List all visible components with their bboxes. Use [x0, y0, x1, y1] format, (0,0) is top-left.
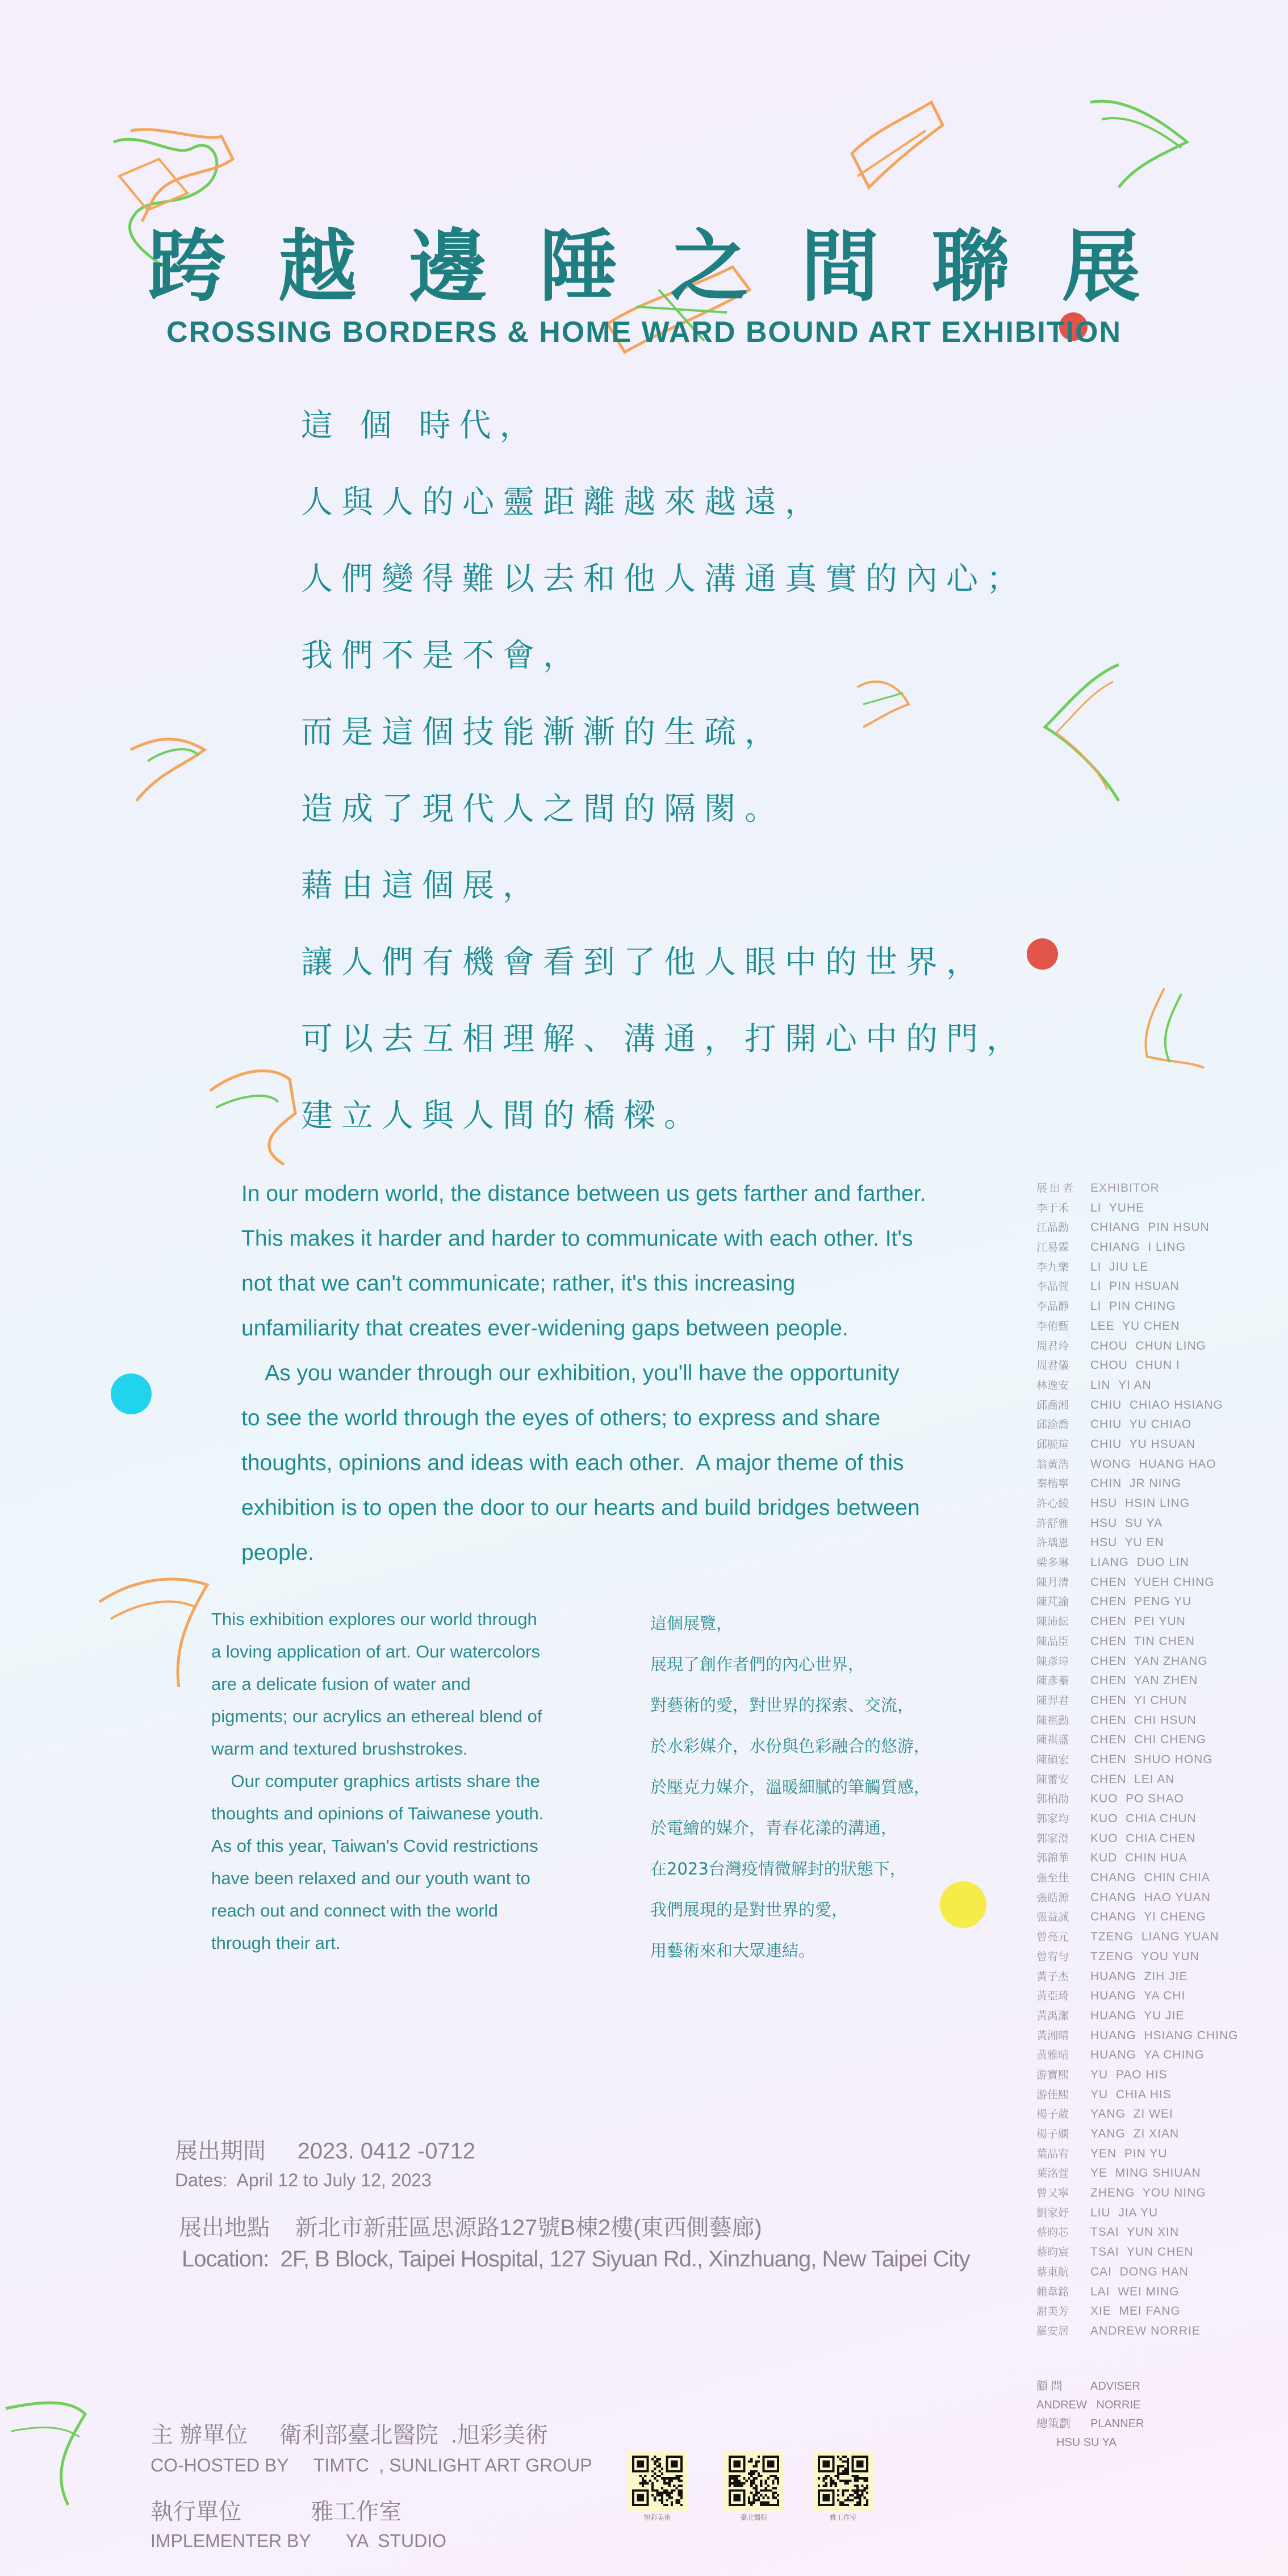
exhibitor-name-en: HUANG ZIH JIE [1090, 1969, 1188, 1983]
exhibitor-row [1036, 1730, 1286, 1750]
exhibitor-row [1036, 1809, 1286, 1828]
exhibitor-name-en: ANDREW NORRIE [1090, 2324, 1201, 2337]
exhibitor-row [1036, 1947, 1286, 1967]
qr-code-3[interactable] [813, 2451, 873, 2522]
exhibitor-name-en: HUANG YA CHI [1090, 1989, 1186, 2003]
poem-line: 讓人們有機會看到了他人眼中的世界， [301, 944, 986, 981]
exhibitor-name-en: CHEN YUEH CHING [1090, 1575, 1215, 1589]
exhibitor-row [1036, 2262, 1286, 2282]
poem-line: 建立人與人間的橋樑。 [301, 1097, 704, 1134]
intro-line: As you wander through our exhibition, you'll have the opportunity [241, 1361, 900, 1385]
exhibitor-row [1036, 1198, 1286, 1218]
qr-code-label: 旭彩美術 [643, 2514, 671, 2521]
description-line: pigments; our acrylics an ethereal blend of [211, 1706, 542, 1726]
exhibitor-name-en: HUANG YA CHING [1090, 2048, 1205, 2062]
poem-line: 我們不是不會， [301, 637, 583, 674]
description-line: are a delicate fusion of water and [211, 1674, 471, 1694]
exhibitor-name-zh: 陳碩宏 [1036, 1753, 1069, 1766]
exhibitor-name-en: KUO PO SHAO [1090, 1792, 1184, 1806]
exhibitor-name-zh: 劉家妤 [1036, 2206, 1069, 2219]
exhibitor-name-en: HUANG HSIANG CHING [1090, 2028, 1239, 2042]
exhibitor-name-en: XIE MEI FANG [1090, 2304, 1181, 2318]
exhibitor-row [1036, 1533, 1286, 1552]
exhibitor-row [1036, 1395, 1286, 1415]
exhibitor-name-zh: 林逸安 [1036, 1379, 1069, 1392]
poem-block [301, 398, 1153, 1164]
exhibitor-row [1036, 1750, 1286, 1769]
exhibitor-name-en: CHANG HAO YUAN [1090, 1890, 1211, 1904]
qr-code-1[interactable] [628, 2451, 687, 2522]
description-zh-line: 於電繪的媒介，青春花漾的溝通， [650, 1818, 898, 1838]
exhibitor-name-zh: 邱喬湘 [1036, 1398, 1069, 1412]
exhibitor-row [1036, 1848, 1286, 1868]
exhibitor-name-zh: 陳沛紜 [1036, 1615, 1069, 1629]
exhibitor-name-zh: 楊子葳 [1036, 2108, 1069, 2121]
exhibitor-name-en: LEE YU CHEN [1090, 1319, 1180, 1333]
location-zh: 展出地點 新北市新莊區思源路127號B棟2樓(東西側藝廊) [179, 2215, 762, 2240]
exhibitor-name-zh: 郭家均 [1036, 1813, 1069, 1825]
qr-code-icon [818, 2456, 868, 2506]
description-zh-line: 展現了創作者們的內心世界， [650, 1655, 865, 1674]
exhibitor-name-zh: 梁多琳 [1036, 1556, 1069, 1569]
exhibitor-name-en: CHEN PENG YU [1090, 1595, 1192, 1609]
exhibitor-name-en: CHEN YAN ZHEN [1090, 1674, 1198, 1688]
exhibitor-row [1036, 1927, 1286, 1947]
poem-line: 可以去互相理解、溝通，打開心中的門， [301, 1021, 1027, 1058]
exhibitor-name-en: KUD CHIN HUA [1090, 1851, 1187, 1865]
exhibitor-row [1036, 1355, 1286, 1375]
exhibitor-name-zh: 羅安居 [1036, 2324, 1069, 2337]
exhibitor-name-zh: 許舒雅 [1036, 1517, 1069, 1530]
exhibitor-name-zh: 許瑀恩 [1036, 1537, 1069, 1550]
exhibitor-row [1036, 1671, 1286, 1690]
exhibitor-name-zh: 賴韋銘 [1036, 2285, 1069, 2298]
description-english [211, 1603, 586, 1959]
exhibitor-header-zh: 展出者 [1036, 1182, 1076, 1195]
exhibitor-row [1036, 2085, 1286, 2105]
poem-line: 人與人的心靈距離越來越遠， [301, 484, 825, 521]
cyan-dot-decoration [111, 1373, 152, 1414]
exhibitor-name-zh: 李品靜 [1036, 1300, 1069, 1313]
exhibitor-name-en: HSU HSIN LING [1090, 1497, 1190, 1510]
intro-line: people. [241, 1540, 314, 1565]
exhibitor-name-zh: 邱毓瑄 [1036, 1438, 1069, 1451]
exhibitor-name-zh: 陳芃諭 [1036, 1596, 1069, 1609]
description-line: Our computer graphics artists share the [211, 1771, 540, 1791]
exhibitor-name-en: CHOU CHUN I [1090, 1359, 1180, 1372]
intro-line: not that we can't communicate; rather, it's this increasing [241, 1271, 796, 1296]
exhibitor-row [1036, 2045, 1286, 2065]
exhibitor-row [1036, 2026, 1286, 2045]
exhibitor-name-zh: 郭柏劭 [1036, 1793, 1069, 1806]
exhibitor-name-en: LI YUHE [1090, 1201, 1145, 1214]
exhibitor-name-en: YU PAO HIS [1090, 2068, 1168, 2081]
implementer-en: IMPLEMENTER BY YA STUDIO [150, 2531, 447, 2551]
exhibitor-row [1036, 1690, 1286, 1710]
exhibitor-name-zh: 陳羿君 [1036, 1694, 1069, 1707]
page-title-zh: 跨越邊陲之間聯展 [147, 220, 1193, 312]
exhibitor-row [1036, 1828, 1286, 1848]
exhibitor-row [1036, 1868, 1286, 1888]
exhibitor-name-zh: 秦楷寧 [1036, 1477, 1069, 1491]
host-zh: 主 辦單位 衛利部臺北醫院 .旭彩美術 [150, 2423, 549, 2448]
qr-code-icon [729, 2456, 779, 2506]
exhibitor-row [1036, 2144, 1286, 2164]
exhibitor-name-en: YANG ZI WEI [1090, 2107, 1173, 2121]
exhibitor-name-zh: 張至佳 [1036, 1872, 1069, 1885]
ribbon-decoration-top-center-right [846, 97, 948, 210]
exhibitor-name-en: CHANG YI CHENG [1090, 1910, 1206, 1924]
exhibitor-name-zh: 游寶熙 [1036, 2068, 1069, 2081]
exhibitor-name-zh: 游佳熙 [1036, 2088, 1069, 2101]
exhibitor-name-zh: 陳祺盛 [1036, 1734, 1069, 1747]
adviser-name: ANDREW NORRIE [1036, 2399, 1141, 2411]
exhibitor-header [1036, 1178, 1286, 1198]
intro-line: unfamiliarity that creates ever-widening gaps between people. [241, 1316, 848, 1341]
adviser-label-zh: 顧 問 [1036, 2380, 1063, 2393]
exhibitor-row [1036, 1217, 1286, 1237]
exhibitor-name-zh: 郭錦華 [1036, 1852, 1069, 1865]
exhibitor-name-en: CHIANG PIN HSUN [1090, 1221, 1210, 1234]
exhibitor-name-zh: 張皓源 [1036, 1891, 1069, 1904]
exhibitor-row [1036, 1986, 1286, 2006]
ribbon-decoration-bottom-left [0, 2386, 97, 2516]
exhibitor-name-zh: 黃子杰 [1036, 1970, 1069, 1983]
exhibitor-name-zh: 楊子嫻 [1036, 2128, 1069, 2140]
exhibitor-name-en: LI JIU LE [1090, 1260, 1149, 1274]
exhibitor-name-zh: 黃禹潔 [1036, 2009, 1069, 2022]
exhibitor-name-en: LIN YI AN [1090, 1378, 1152, 1392]
exhibitor-name-zh: 謝美芳 [1036, 2305, 1069, 2318]
poem-line: 這 個 時代， [301, 407, 540, 444]
exhibitor-name-zh: 曾宥勻 [1036, 1950, 1069, 1963]
description-zh-line: 這個展覽， [650, 1614, 733, 1633]
exhibitor-name-en: CHIANG I LING [1090, 1241, 1186, 1254]
exhibitor-name-en: ZHENG YOU NING [1090, 2186, 1206, 2200]
planner-label-en: PLANNER [1090, 2418, 1144, 2430]
exhibitor-name-zh: 蔡昀宸 [1036, 2246, 1069, 2259]
planner-row [1036, 2415, 1286, 2433]
exhibitor-name-en: TZENG LIANG YUAN [1090, 1930, 1219, 1944]
exhibitor-row [1036, 1552, 1286, 1572]
exhibitor-name-zh: 李侑甄 [1036, 1320, 1069, 1333]
ribbon-decoration-left-lower [94, 1568, 219, 1698]
description-zh-line: 於水彩媒介，水份與色彩融合的悠游， [650, 1736, 931, 1756]
exhibitor-row [1036, 1276, 1286, 1296]
description-line: a loving application of art. Our watercolors [211, 1642, 540, 1661]
location-en: Location: 2F, B Block, Taipei Hospital, 127 Siyuan Rd., Xinzhuang, New Taipei City [182, 2247, 970, 2272]
exhibitor-name-zh: 黃亞琦 [1036, 1990, 1069, 2003]
poem-line: 造成了現代人之間的隔閡。 [301, 791, 785, 828]
exhibitor-row [1036, 1513, 1286, 1533]
exhibitor-name-en: YANG ZI XIAN [1090, 2127, 1180, 2140]
exhibitor-row [1036, 1316, 1286, 1336]
exhibitor-row [1036, 1454, 1286, 1474]
exhibitor-name-en: LAI WEI MING [1090, 2285, 1180, 2298]
exhibitor-row [1036, 1237, 1286, 1257]
exhibitor-list [1036, 1178, 1286, 2341]
exhibitor-name-en: TSAI YUN CHEN [1090, 2245, 1194, 2259]
exhibitor-name-zh: 江易霖 [1036, 1241, 1069, 1254]
exhibitor-name-en: YE MING SHIUAN [1090, 2166, 1201, 2180]
exhibitor-name-zh: 李九樂 [1036, 1260, 1069, 1274]
description-zh-line: 於壓克力媒介，溫暖細膩的筆觸質感， [650, 1777, 931, 1797]
exhibitor-name-en: KUO CHIA CHEN [1090, 1831, 1196, 1845]
exhibitor-name-en: WONG HUANG HAO [1090, 1457, 1216, 1471]
exhibitor-row [1036, 1631, 1286, 1651]
page-title-en: CROSSING BORDERS & HOME WARD BOUND ART EXHIBITION [166, 316, 1122, 349]
exhibitor-name-en: CHIU YU CHIAO [1090, 1418, 1192, 1431]
exhibitor-row [1036, 2222, 1286, 2242]
exhibitor-name-zh: 陳彥璋 [1036, 1655, 1069, 1668]
exhibitor-row [1036, 1493, 1286, 1513]
description-line: thoughts and opinions of Taiwanese youth. [211, 1803, 544, 1823]
planner-name: HSU SU YA [1056, 2436, 1116, 2449]
exhibitor-name-zh: 曾亮元 [1036, 1931, 1069, 1944]
exhibitor-row [1036, 1789, 1286, 1809]
description-chinese [650, 1603, 1002, 1971]
intro-line: This makes it harder and harder to communicate with each other. It's [241, 1226, 913, 1251]
exhibitor-name-en: TSAI YUN XIN [1090, 2226, 1180, 2239]
description-line: through their art. [211, 1933, 341, 1953]
exhibitor-name-en: CHIU YU HSUAN [1090, 1437, 1196, 1451]
adviser-row [1036, 2377, 1286, 2396]
exhibitor-name-zh: 郭家澄 [1036, 1832, 1069, 1845]
exhibitor-name-zh: 許心綾 [1036, 1497, 1069, 1510]
exhibitor-name-zh: 李品萱 [1036, 1280, 1069, 1293]
exhibitor-row [1036, 1257, 1286, 1277]
exhibitor-name-en: HSU YU EN [1090, 1536, 1164, 1550]
exhibitor-name-en: CHIU CHIAO HSIANG [1090, 1398, 1223, 1412]
exhibitor-name-en: LIANG DUO LIN [1090, 1556, 1189, 1569]
exhibitor-row [1036, 2301, 1286, 2321]
exhibitor-name-en: CHEN YI CHUN [1090, 1693, 1187, 1707]
exhibitor-name-zh: 陳彥蓁 [1036, 1675, 1069, 1688]
description-line: have been relaxed and our youth want to [211, 1868, 530, 1888]
exhibitor-name-en: CHEN CHI CHENG [1090, 1733, 1207, 1747]
exhibitor-name-zh: 張益誠 [1036, 1911, 1069, 1924]
exhibitor-name-en: CHEN PEI YUN [1090, 1615, 1186, 1629]
exhibitor-name-en: CHEN LEI AN [1090, 1772, 1175, 1786]
exhibitor-row [1036, 2104, 1286, 2124]
exhibitor-name-en: HSU SU YA [1090, 1516, 1163, 1530]
exhibitor-name-zh: 李于禾 [1036, 1201, 1069, 1214]
exhibitor-name-en: CHEN SHUO HONG [1090, 1752, 1213, 1766]
exhibitor-row [1036, 1611, 1286, 1631]
description-zh-line: 用藝術來和大眾連結。 [650, 1941, 816, 1960]
description-zh-line: 對藝術的愛，對世界的探索、交流， [650, 1696, 914, 1715]
exhibitor-name-en: CHOU CHUN LING [1090, 1339, 1207, 1352]
exhibitor-name-zh: 蔡昀芯 [1036, 2226, 1069, 2239]
exhibitor-name-en: TZENG YOU YUN [1090, 1949, 1199, 1963]
exhibitor-name-en: CHEN CHI HSUN [1090, 1713, 1197, 1727]
exhibitor-row [1036, 1769, 1286, 1789]
exhibitor-name-zh: 周君儀 [1036, 1359, 1069, 1372]
intro-line: exhibition is to open the door to our hearts and build bridges between [241, 1496, 920, 1520]
exhibitor-name-zh: 周君玲 [1036, 1339, 1069, 1352]
exhibitor-name-en: LI PIN HSUAN [1090, 1280, 1180, 1293]
exhibitor-name-zh: 陳祺勳 [1036, 1714, 1069, 1727]
intro-line: In our modern world, the distance between us gets farther and farther. [241, 1181, 926, 1206]
poem-line: 藉由這個展， [301, 867, 543, 904]
qr-code-icon [632, 2456, 683, 2506]
description-line: warm and textured brushstrokes. [211, 1739, 468, 1759]
exhibitor-row [1036, 1710, 1286, 1730]
ribbon-decoration-left-mid [125, 727, 210, 807]
exhibitor-row [1036, 2203, 1286, 2223]
exhibitor-row [1036, 2282, 1286, 2302]
exhibitor-name-zh: 葉洺萱 [1036, 2167, 1069, 2180]
exhibitor-name-zh: 陳蕾安 [1036, 1773, 1069, 1786]
intro-line: thoughts, opinions and ideas with each other. A major theme of this [241, 1451, 904, 1475]
exhibitor-row [1036, 2163, 1286, 2183]
exhibitor-row [1036, 1375, 1286, 1395]
intro-line: to see the world through the eyes of others; to express and share [241, 1406, 881, 1430]
exhibitor-name-en: CAI DONG HAN [1090, 2265, 1189, 2278]
exhibitor-name-zh: 黃湘晴 [1036, 2029, 1069, 2042]
exhibitor-name-en: CHIN JR NING [1090, 1477, 1181, 1491]
exhibitor-name-en: CHANG CHIN CHIA [1090, 1871, 1210, 1885]
exhibitor-row [1036, 1907, 1286, 1927]
poem-line: 而是這個技能漸漸的生疏， [301, 714, 785, 751]
planner-label-zh: 總策劃 [1036, 2418, 1070, 2430]
exhibitor-row [1036, 2124, 1286, 2144]
description-line: As of this year, Taiwan's Covid restrictions [211, 1836, 538, 1856]
exhibitor-name-zh: 蔡東航 [1036, 2265, 1069, 2278]
host-en: CO-HOSTED BY TIMTC , SUNLIGHT ART GROUP [150, 2455, 592, 2475]
description-line: This exhibition explores our world through [211, 1609, 537, 1629]
exhibitor-row [1036, 1592, 1286, 1611]
exhibitor-name-zh: 陳月清 [1036, 1576, 1069, 1589]
exhibitor-name-zh: 翁黃浩 [1036, 1458, 1069, 1471]
credits-block [1036, 2377, 1286, 2452]
ribbon-decoration-poem-left [204, 1057, 301, 1170]
poem-line: 人們變得難以去和他人溝通真實的內心； [301, 561, 1027, 598]
exhibitor-row [1036, 1967, 1286, 1986]
exhibitor-row [1036, 2183, 1286, 2203]
exhibitor-name-zh: 葉品宥 [1036, 2147, 1069, 2160]
exhibitor-row [1036, 1414, 1286, 1434]
description-zh-line: 在2023台灣疫情微解封的狀態下， [650, 1859, 906, 1878]
exhibitor-row [1036, 1572, 1286, 1592]
intro-english [241, 1171, 980, 1575]
implementer-zh: 執行單位 雅工作室 [150, 2499, 402, 2524]
exhibitor-row [1036, 1434, 1286, 1454]
exhibitor-name-en: LI PIN CHING [1090, 1300, 1176, 1313]
exhibitor-row [1036, 2006, 1286, 2026]
exhibitor-name-zh: 陳品臣 [1036, 1635, 1069, 1648]
exhibitor-row [1036, 2242, 1286, 2262]
qr-code-label: 臺北醫院 [740, 2514, 768, 2521]
exhibitor-name-zh: 邱渝喬 [1036, 1418, 1069, 1431]
exhibitor-row [1036, 1473, 1286, 1493]
exhibitor-row [1036, 2065, 1286, 2085]
exhibitor-row [1036, 1336, 1286, 1356]
adviser-label-en: ADVISER [1090, 2380, 1140, 2393]
exhibitor-name-en: KUO CHIA CHUN [1090, 1812, 1197, 1825]
exhibitor-header-en: EXHIBITOR [1090, 1181, 1160, 1195]
exhibitor-name-en: YEN PIN YU [1090, 2147, 1168, 2160]
description-zh-line: 我們展現的是對世界的愛， [650, 1900, 848, 1919]
exhibitor-name-en: HUANG YU JIE [1090, 2009, 1185, 2022]
exhibitor-row [1036, 1888, 1286, 1907]
exhibitor-row [1036, 2321, 1286, 2341]
exhibitor-row [1036, 1296, 1286, 1316]
exhibitor-name-en: CHEN YAN ZHANG [1090, 1654, 1208, 1668]
exhibitor-name-en: CHEN TIN CHEN [1090, 1634, 1195, 1648]
description-line: reach out and connect with the world [211, 1901, 498, 1920]
qr-code-label: 雅工作室 [829, 2514, 857, 2521]
ribbon-decoration-top-right [1085, 91, 1198, 193]
exhibitor-name-zh: 曾又寧 [1036, 2187, 1069, 2200]
exhibitor-name-en: LIU JIA YU [1090, 2206, 1159, 2219]
exhibitor-row [1036, 1651, 1286, 1671]
period-en: Dates: April 12 to July 12, 2023 [175, 2170, 432, 2190]
exhibitor-name-zh: 江品勳 [1036, 1221, 1069, 1234]
exhibitor-name-en: YU CHIA HIS [1090, 2087, 1172, 2101]
period-zh: 展出期間 2023. 0412 -0712 [175, 2139, 476, 2164]
exhibitor-name-zh: 黃雅晴 [1036, 2049, 1069, 2062]
qr-code-2[interactable] [724, 2451, 784, 2522]
